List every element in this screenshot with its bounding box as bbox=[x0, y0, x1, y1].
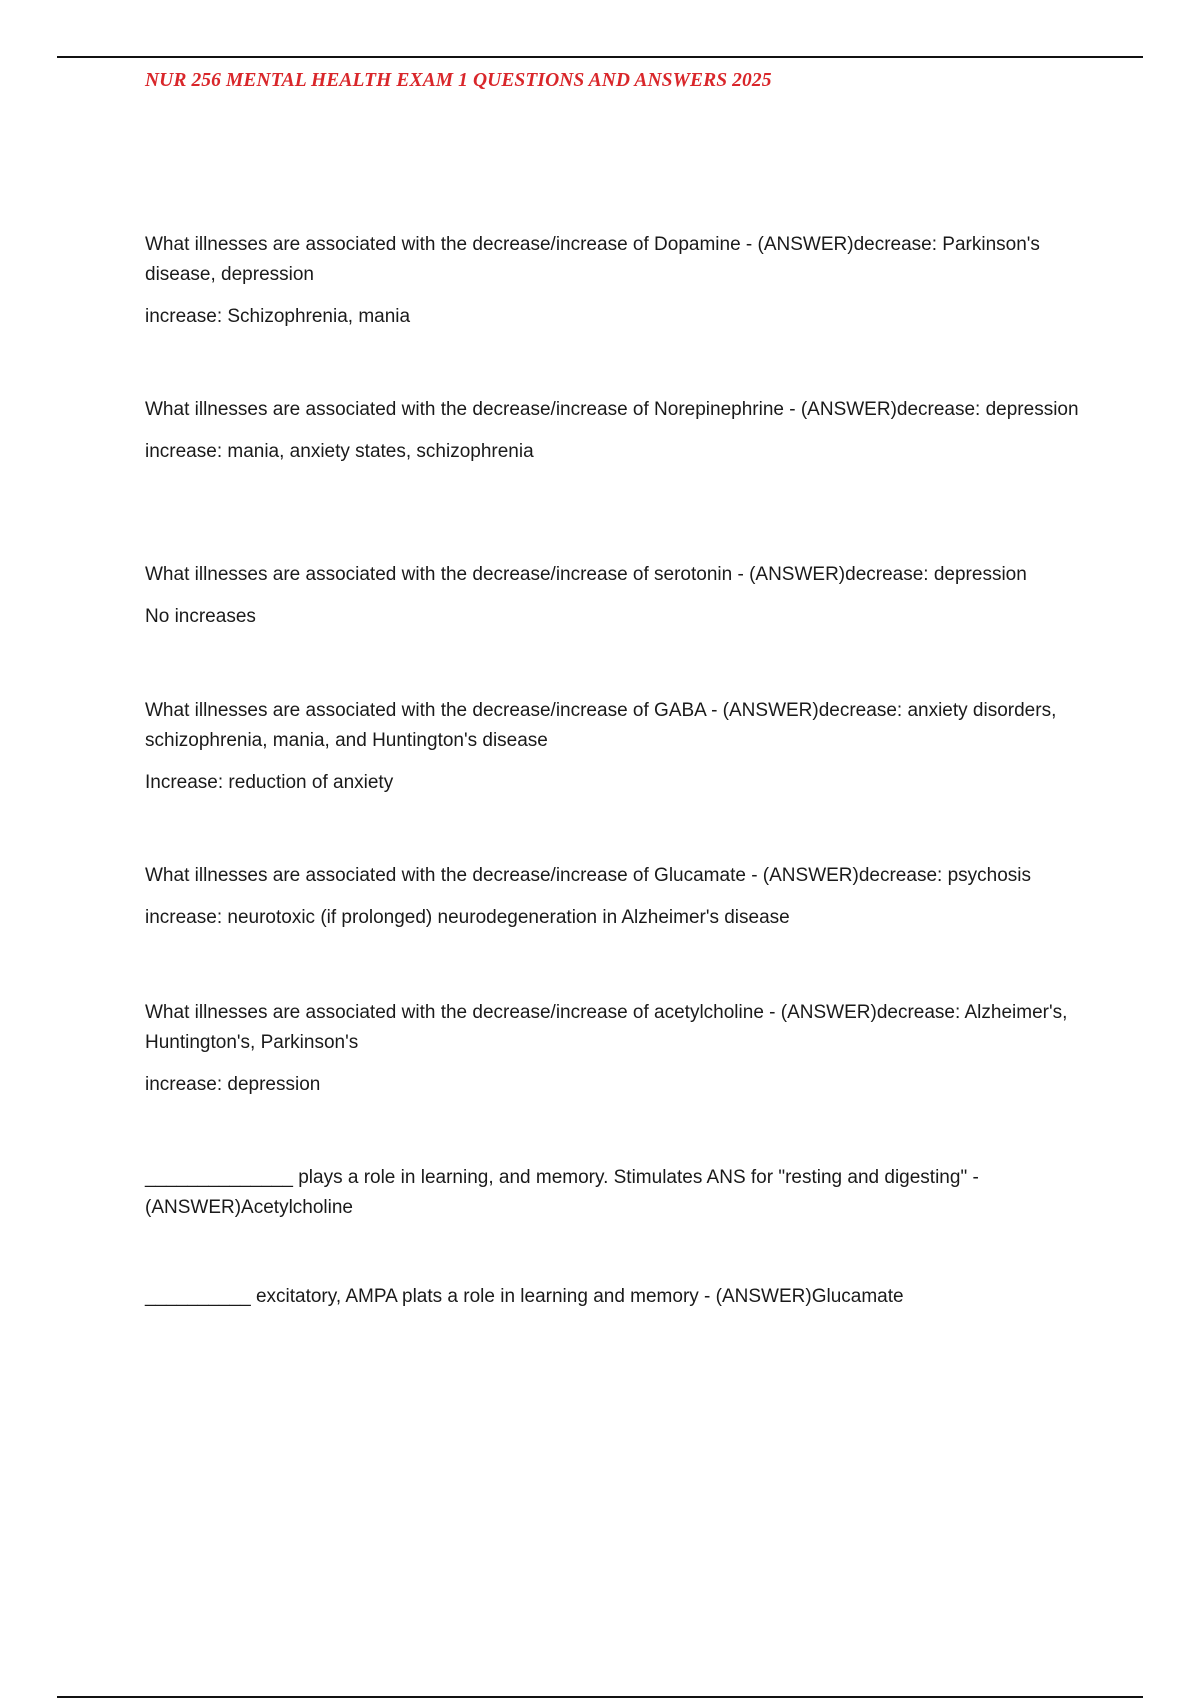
answer-note: No increases bbox=[145, 606, 256, 627]
question-text: What illnesses are associated with the decrease/increase of Dopamine - (ANSWER)decrease: Parkinson's disease, depression bbox=[145, 234, 1040, 285]
qa-item bbox=[145, 861, 1095, 998]
qa-item bbox=[145, 560, 1095, 696]
qa-item bbox=[145, 998, 1095, 1163]
answer-note: increase: neurotoxic (if prolonged) neurodegeneration in Alzheimer's disease bbox=[145, 907, 790, 928]
question-text: __________ excitatory, AMPA plats a role in learning and memory - (ANSWER)Glucamate bbox=[145, 1286, 904, 1307]
answer-note: increase: Schizophrenia, mania bbox=[145, 306, 411, 327]
qa-item bbox=[145, 696, 1095, 861]
qa-list bbox=[145, 230, 1095, 1322]
qa-item bbox=[145, 1163, 1095, 1282]
question-text: What illnesses are associated with the decrease/increase of Norepinephrine - (ANSWER)decrease: depression bbox=[145, 399, 1079, 420]
question-text: What illnesses are associated with the decrease/increase of acetylcholine - (ANSWER)decrease: Alzheimer's, Huntington's, Parkinson's bbox=[145, 1002, 1068, 1053]
top-rule bbox=[57, 56, 1143, 58]
qa-item bbox=[145, 1282, 1095, 1322]
bottom-rule bbox=[57, 1696, 1143, 1698]
question-text: ______________ plays a role in learning, and memory. Stimulates ANS for "resting and digesting" - (ANSWER)Acetylcholine bbox=[145, 1167, 979, 1218]
qa-item bbox=[145, 230, 1095, 395]
question-text: What illnesses are associated with the decrease/increase of GABA - (ANSWER)decrease: anxiety disorders, schizophrenia, mania, and Huntington's disease bbox=[145, 700, 1057, 751]
answer-note: Increase: reduction of anxiety bbox=[145, 772, 394, 793]
document-title: NUR 256 MENTAL HEALTH EXAM 1 QUESTIONS AND ANSWERS 2025 bbox=[145, 70, 772, 91]
answer-note: increase: depression bbox=[145, 1074, 321, 1095]
question-text: What illnesses are associated with the decrease/increase of Glucamate - (ANSWER)decrease: psychosis bbox=[145, 865, 1031, 886]
answer-note: increase: mania, anxiety states, schizophrenia bbox=[145, 441, 534, 462]
question-text: What illnesses are associated with the decrease/increase of serotonin - (ANSWER)decrease: depression bbox=[145, 564, 1027, 585]
qa-item bbox=[145, 395, 1095, 560]
